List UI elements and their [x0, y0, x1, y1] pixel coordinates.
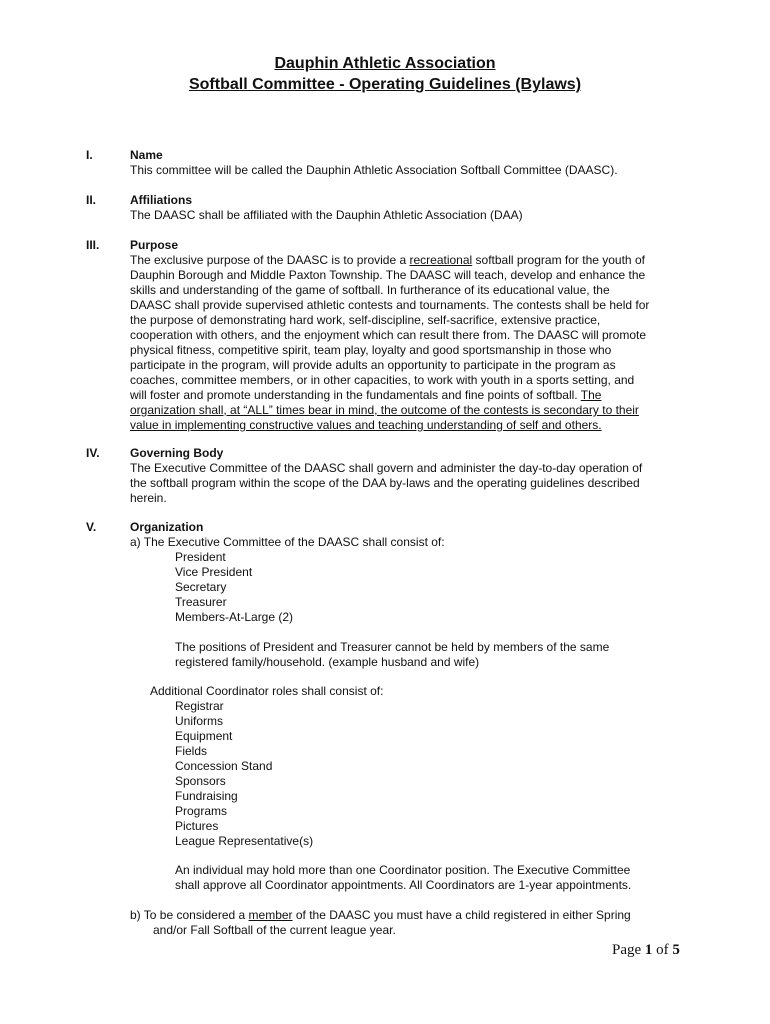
section-text-line: shall approve all Coordinator appointments. All Coordinators are 1-year appointments.: [175, 878, 632, 892]
section-text-line: An individual may hold more than one Coordinator position. The Executive Committee: [175, 863, 631, 877]
section-text-line: Dauphin Borough and Middle Paxton Township. The DAASC will teach, develop and enhance the: [130, 268, 646, 282]
list-item: Concession Stand: [175, 759, 273, 773]
list-item: League Representative(s): [175, 834, 314, 848]
section-text-line: and/or Fall Softball of the current league year.: [153, 923, 396, 937]
list-item: Members-At-Large (2): [175, 610, 294, 624]
section-heading: Affiliations: [130, 193, 192, 207]
section-heading: Organization: [130, 520, 204, 534]
list-item: Programs: [175, 804, 228, 818]
section-heading: Name: [130, 148, 163, 162]
section-text-line: The Executive Committee of the DAASC shall govern and administer the day-to-day operation of: [130, 461, 643, 475]
section-text: This committee will be called the Dauphin Athletic Association Softball Committee (DAASC).: [130, 163, 618, 177]
subsection-b: b) To be considered a member of the DAASC you must have a child registered in either Spring: [130, 908, 631, 922]
list-item: Pictures: [175, 819, 219, 833]
section-number: IV.: [86, 446, 100, 460]
list-item: Vice President: [175, 565, 253, 579]
list-item: Sponsors: [175, 774, 226, 788]
section-text: The DAASC shall be affiliated with the Dauphin Athletic Association (DAA): [130, 208, 523, 222]
section-text-line: The positions of President and Treasurer cannot be held by members of the same: [175, 640, 610, 654]
document-subtitle: Softball Committee - Operating Guidelines (Bylaws): [188, 76, 582, 93]
document-title: Dauphin Athletic Association: [274, 55, 496, 72]
section-number: I.: [86, 148, 93, 162]
section-text-line: will foster and promote understanding in the fundamentals and fine points of softball. The: [130, 388, 602, 402]
section-text-line: registered family/household. (example husband and wife): [175, 655, 480, 669]
list-item: Registrar: [175, 699, 224, 713]
section-text-line: skills and understanding of the game of softball. In furtherance of its educational value, the: [130, 283, 610, 297]
section-text-line: organization shall, at “ALL” times bear in mind, the outcome of the contests is secondary to their: [130, 403, 639, 417]
coordinator-heading: Additional Coordinator roles shall consist of:: [150, 684, 384, 698]
list-item: Fields: [175, 744, 208, 758]
section-text-line: coaches, committee members, or in other capacities, to work with youth in a sports setting, and: [130, 373, 635, 387]
section-text-line: cooperation with others, and the enjoyment which can result there from. The DAASC will promote: [130, 328, 647, 342]
list-item: President: [175, 550, 226, 564]
page-number: Page 1 of 5: [612, 942, 680, 958]
list-item: Secretary: [175, 580, 227, 594]
section-heading: Governing Body: [130, 446, 224, 460]
section-text-line: The exclusive purpose of the DAASC is to provide a recreational softball program for the youth of: [130, 253, 645, 267]
section-text-line: herein.: [130, 491, 167, 505]
section-text-line: physical fitness, competitive spirit, team play, loyalty and good sportsmanship in those who: [130, 343, 612, 357]
section-text-line: participate in the program, will provide adults an opportunity to participate in the program as: [130, 358, 616, 372]
section-text-line: the purpose of demonstrating hard work, self-discipline, self-sacrifice, extensive practice,: [130, 313, 601, 327]
section-text-line: the softball program within the scope of the DAA by-laws and the operating guidelines described: [130, 476, 640, 490]
section-text-line: value in implementing constructive values and teaching understanding of self and others.: [130, 418, 602, 432]
list-item: Fundraising: [175, 789, 238, 803]
list-item: Equipment: [175, 729, 233, 743]
section-heading: Purpose: [130, 238, 179, 252]
section-number: II.: [86, 193, 97, 207]
section-number: V.: [86, 520, 97, 534]
section-number: III.: [86, 238, 100, 252]
section-text-line: DAASC shall provide supervised athletic contests and tournaments. The contests shall be held for: [130, 298, 650, 312]
list-item: Uniforms: [175, 714, 224, 728]
list-item: Treasurer: [175, 595, 227, 609]
subsection-a: a) The Executive Committee of the DAASC shall consist of:: [130, 535, 445, 549]
